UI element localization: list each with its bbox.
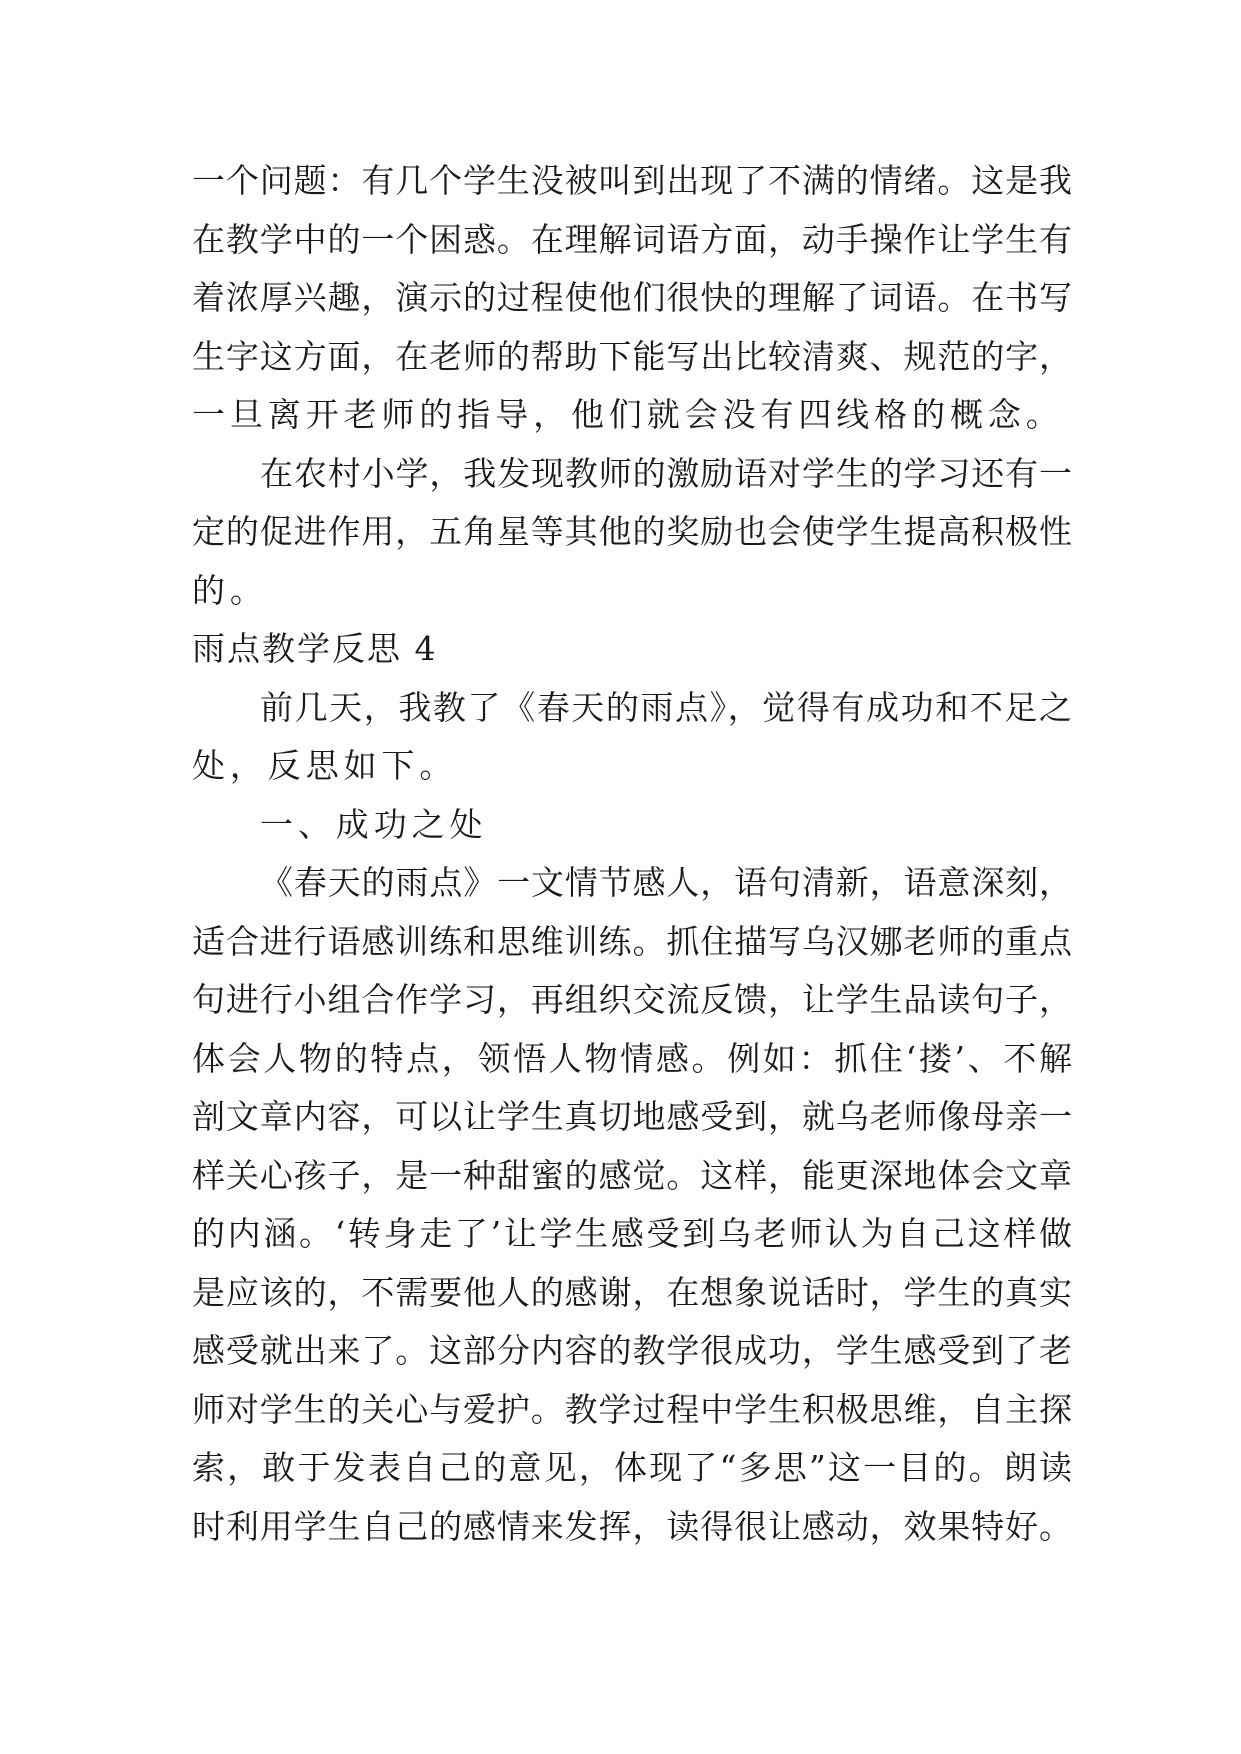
text-line: 的。 — [192, 570, 268, 610]
text-line: 着浓厚兴趣，演示的过程使他们很快的理解了词语。在书写 — [192, 278, 1072, 317]
text-line: 一个问题：有几个学生没被叫到出现了不满的情绪。这是我 — [192, 161, 1072, 200]
text-line: 定的促进作用，五角星等其他的奖励也会使学生提高积极性 — [192, 512, 1072, 551]
text-line: 处，反思如下。 — [192, 746, 458, 785]
section-heading: 雨点教学反思 4 — [192, 629, 438, 668]
text-line: 是应该的，不需要他人的感谢，在想象说话时，学生的真实 — [192, 1272, 1072, 1312]
text-line: 时利用学生自己的感情来发挥，读得很让感动，效果特好。 — [192, 1506, 1072, 1546]
text-line: 在农村小学，我发现教师的激励语对学生的学习还有一 — [260, 453, 1072, 493]
text-line: 句进行小组合作学习，再组织交流反馈，让学生品读句子， — [192, 980, 1072, 1019]
text-line: 在教学中的一个困惑。在理解词语方面，动手操作让学生有 — [192, 219, 1072, 259]
text-line: 体会人物的特点，领悟人物情感。例如：抓住‘搂’、不解 — [192, 1038, 1072, 1078]
text-line: 生字这方面，在老师的帮助下能写出比较清爽、规范的字， — [192, 336, 1072, 376]
text-line: 适合进行语感训练和思维训练。抓住描写乌汉娜老师的重点 — [192, 921, 1072, 961]
text-line: 样关心孩子，是一种甜蜜的感觉。这样，能更深地体会文章 — [192, 1155, 1072, 1195]
text-line: 索，敢于发表自己的意见，体现了“多思”这一目的。朗读 — [192, 1448, 1072, 1487]
text-line: 一旦离开老师的指导，他们就会没有四线格的概念。 — [192, 395, 1064, 434]
text-line: 感受就出来了。这部分内容的教学很成功，学生感受到了老 — [192, 1331, 1072, 1370]
text-line: 《春天的雨点》一文情节感人，语句清新，语意深刻， — [260, 863, 1072, 902]
text-line: 一、成功之处 — [260, 804, 488, 844]
text-line: 前几天，我教了《春天的雨点》，觉得有成功和不足之 — [260, 687, 1072, 727]
text-line: 师对学生的关心与爱护。教学过程中学生积极思维，自主探 — [192, 1389, 1072, 1429]
document-body — [192, 152, 1072, 1556]
text-line: 剖文章内容，可以让学生真切地感受到，就乌老师像母亲一 — [192, 1097, 1072, 1136]
text-line: 的内涵。‘转身走了’让学生感受到乌老师认为自己这样做 — [192, 1214, 1072, 1253]
